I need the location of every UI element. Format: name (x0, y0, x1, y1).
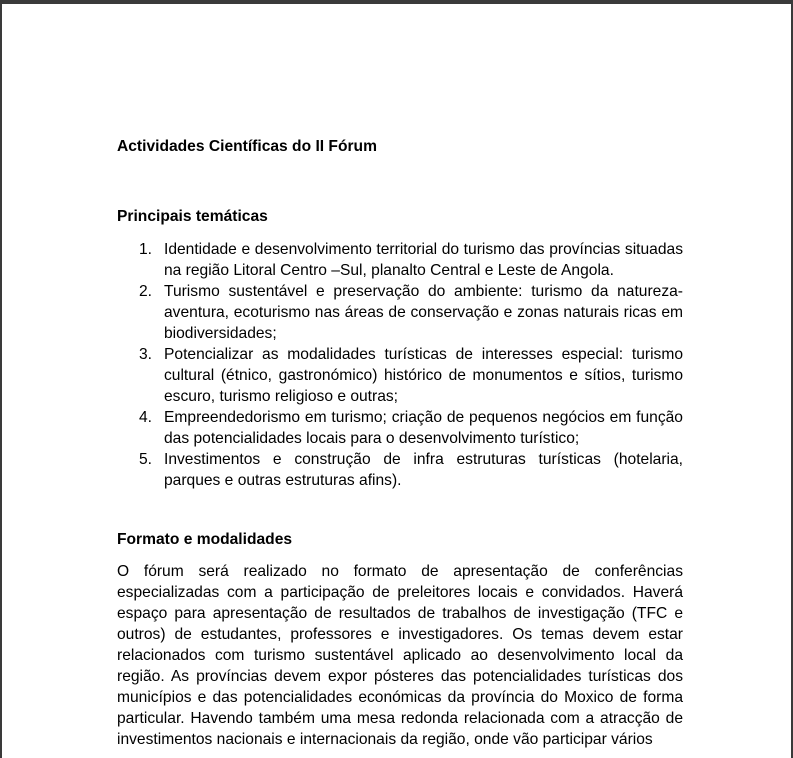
list-item-text: Empreendedorismo em turismo; criação de pequenos negócios em função das potencialidades locais para o desenvolvimento turístico; (164, 409, 683, 447)
format-paragraph: O fórum será realizado no formato de apresentação de conferências especializadas com a participação de preleitores locais e convidados. Haverá espaço para apresentação de resultados de trabalhos de investigação (TFC e outros) de estudantes, professores e investigadores. Os temas devem estar relacionados com turismo sustentável aplicado ao desenvolvimento local da região. As províncias devem expor pósteres das potencialidades turísticas dos municípios e das potencialidades económicas da província do Moxico de forma particular. Havendo também uma mesa redonda relacionada com a atracção de investimentos nacionais e internacionais da região, onde vão participar vários (117, 563, 683, 748)
list-item-number: 2. (139, 283, 153, 300)
list-item (117, 281, 683, 344)
themes-heading: Principais temáticas (117, 208, 268, 225)
document-title: Actividades Científicas do II Fórum (117, 138, 377, 155)
list-item-text: Potencializar as modalidades turísticas de interesses especial: turismo cultural (étnico, gastronómico) histórico de monumentos e sítios, turismo escuro, turismo religioso e outras; (164, 346, 683, 405)
list-item (117, 449, 683, 491)
list-item-number: 1. (139, 241, 153, 258)
list-item-text: Investimentos e construção de infra estruturas turísticas (hotelaria, parques e outras estruturas afins). (164, 451, 683, 489)
list-item-number: 4. (139, 409, 153, 426)
themes-list (117, 239, 683, 491)
list-item (117, 344, 683, 407)
format-heading: Formato e modalidades (117, 531, 293, 548)
list-item (117, 239, 683, 281)
list-item-text: Identidade e desenvolvimento territorial do turismo das províncias situadas na região Litoral Centro –Sul, planalto Central e Leste de Angola. (164, 241, 683, 279)
list-item-number: 5. (139, 451, 153, 468)
list-item-text: Turismo sustentável e preservação do ambiente: turismo da natureza-aventura, ecoturismo nas áreas de conservação e zonas naturais ricas em biodiversidades; (164, 283, 683, 342)
list-item (117, 407, 683, 449)
list-item-number: 3. (139, 346, 153, 363)
